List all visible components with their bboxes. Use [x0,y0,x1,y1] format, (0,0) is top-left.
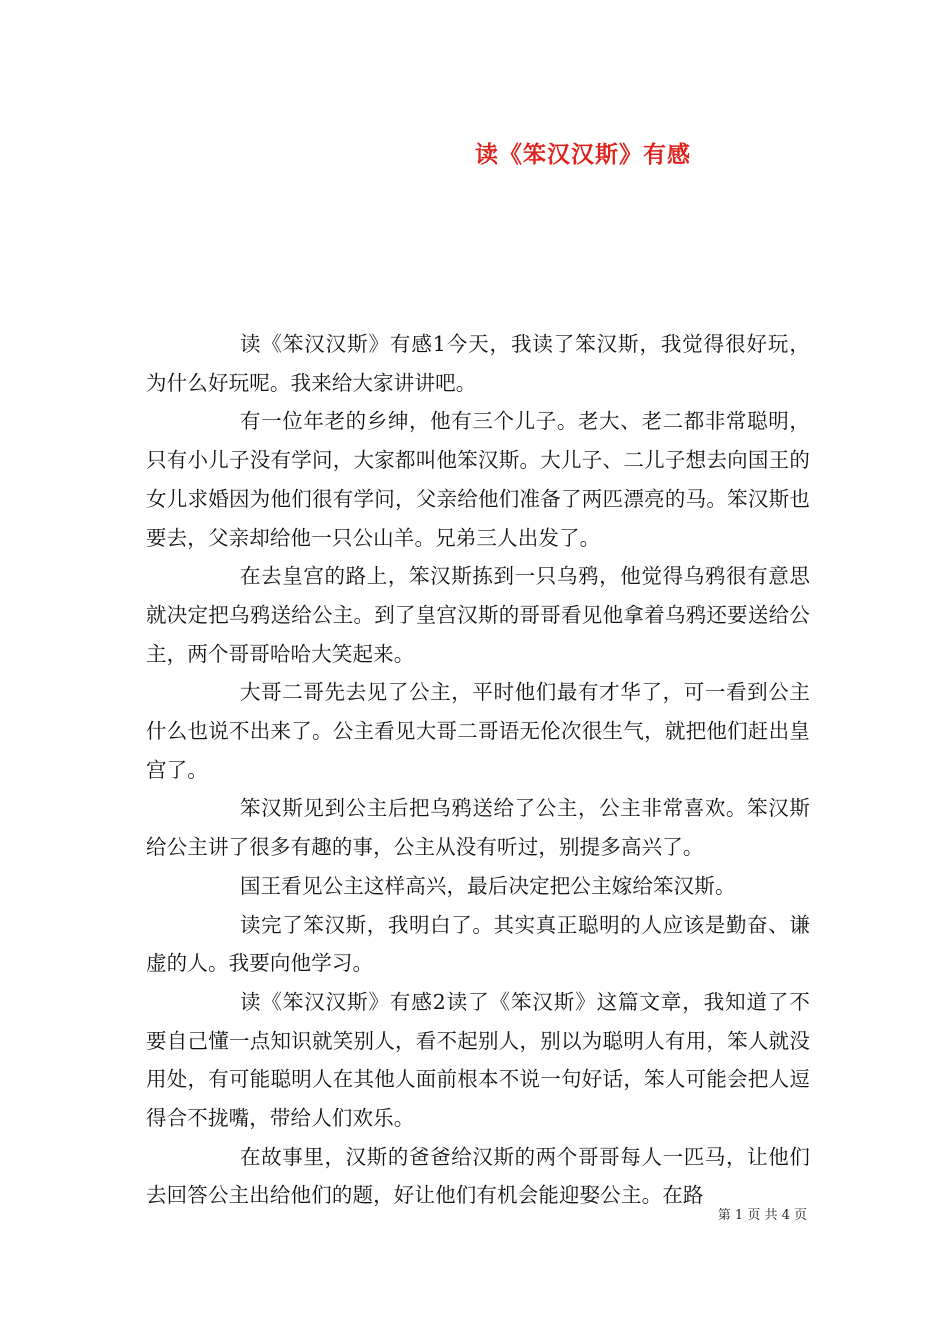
document-body [146,325,810,1215]
paragraph: 笨汉斯见到公主后把乌鸦送给了公主，公主非常喜欢。笨汉斯给公主讲了很多有趣的事，公主从没有听过，别提多高兴了。 [146,796,810,860]
paragraph: 大哥二哥先去见了公主，平时他们最有才华了，可一看到公主什么也说不出来了。公主看见大哥二哥语无伦次很生气，就把他们赶出皇宫了。 [146,680,810,782]
page-footer: 第 1 页 共 4 页 [717,1208,807,1223]
paragraph: 读《笨汉汉斯》有感2读了《笨汉斯》这篇文章，我知道了不要自己懂一点知识就笑别人，看不起别人，别以为聪明人有用，笨人就没用处，有可能聪明人在其他人面前根本不说一句好话，笨人可能会把人逗得合不拢嘴，带给人们欢乐。 [146,989,810,1131]
paragraph: 在去皇宫的路上，笨汉斯拣到一只乌鸦，他觉得乌鸦很有意思就决定把乌鸦送给公主。到了皇宫汉斯的哥哥看见他拿着乌鸦还要送给公主，两个哥哥哈哈大笑起来。 [146,564,810,666]
paragraph: 读《笨汉汉斯》有感1今天，我读了笨汉斯，我觉得很好玩，为什么好玩呢。我来给大家讲讲吧。 [146,332,810,395]
paragraph: 国王看见公主这样高兴，最后决定把公主嫁给笨汉斯。 [240,873,736,898]
page-title: 读《笨汉汉斯》有感 [475,141,691,168]
paragraph: 读完了笨汉斯，我明白了。其实真正聪明的人应该是勤奋、谦虚的人。我要向他学习。 [146,912,810,976]
paragraph: 有一位年老的乡绅，他有三个儿子。老大、老二都非常聪明，只有小儿子没有学问，大家都叫他笨汉斯。大儿子、二儿子想去向国王的女儿求婚因为他们很有学问，父亲给他们准备了两匹漂亮的马。笨汉斯也要去，父亲却给他一只公山羊。兄弟三人出发了。 [146,409,810,550]
paragraph: 在故事里，汉斯的爸爸给汉斯的两个哥哥每人一匹马，让他们去回答公主出给他们的题，好让他们有机会能迎娶公主。在路 [146,1144,810,1208]
